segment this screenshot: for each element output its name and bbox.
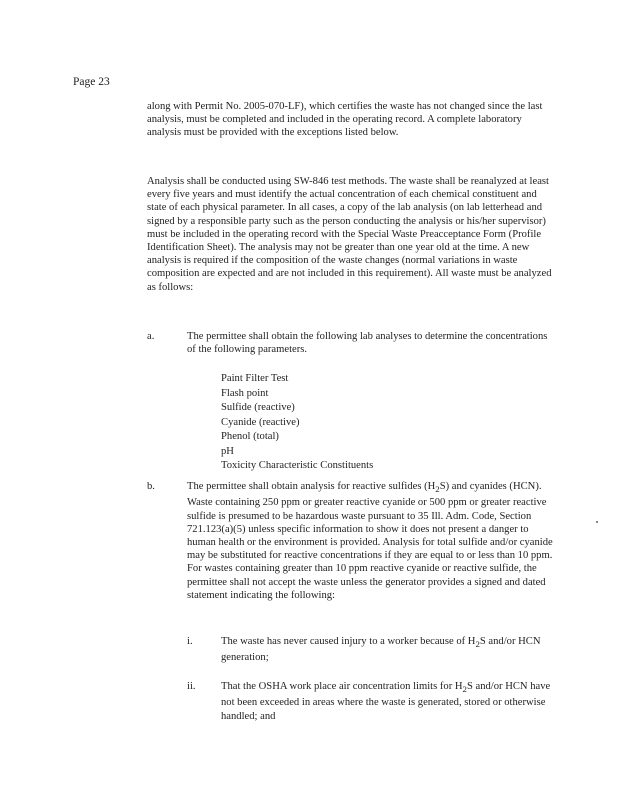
parameter-item: Cyanide (reactive) — [221, 416, 300, 428]
paragraph-continuation: along with Permit No. 2005-070-LF), which certifies the waste has not changed since the last analysis, must be completed and included in the operating record. A complete laboratory analysis must be provided with the exceptions listed below. — [147, 101, 543, 139]
item-b-text: The permittee shall obtain analysis for reactive sulfides $(H_2S)$ and cyanides (HCN). Waste containing 250 ppm or greater reactive cyanide or 500 ppm or greater reactive sulfide is presumed to be hazardous waste pursuant to 35 Ill. Adm. Code, Section 721.123(a)(5) unless specific information to show it does not present a danger to human health or the environment is provided. Analysis for total sulfide and/or cyanide may be substituted for reactive concentrations if they are equal to or less than 10 ppm. For wastes containing greater than 10 ppm reactive cyanide or reactive sulfide, the permittee shall not accept the waste unless the generator provides a signed and dated statement indicating the following: — [187, 481, 553, 601]
item-a-letter: a. — [147, 331, 155, 342]
parameter-item: Sulfide (reactive) — [221, 402, 295, 413]
item-b-letter: b. — [147, 481, 155, 492]
paragraph-analysis-requirements: Analysis shall be conducted using SW-846 test methods. The waste shall be reanalyzed at least every five years and must identify the actual concentration of each chemical constituent and state of each physical parameter. In all cases, a copy of the lab analysis (on lab letterhead and signed by a responsible party such as the person conducting the analysis or his/her supervisor) must be included in the operating record with the Special Waste Preacceptance Form (Profile Identification Sheet). The analysis may not be greater than one year old at the time. A new analysis is required if the composition of the waste changes (normal variations in waste composition are expected and are not included in this requirement). All waste must be analyzed as follows: — [147, 176, 552, 293]
parameter-item: pH — [221, 445, 234, 457]
sub-item-ii-numeral: ii. — [187, 681, 196, 692]
sub-item-i-numeral: i. — [187, 636, 193, 647]
scan-speck — [596, 521, 598, 523]
parameter-item: Toxicity Characteristic Constituents — [221, 460, 374, 471]
item-a-text: The permittee shall obtain the following lab analyses to determine the concentrations of the following parameters. — [187, 331, 548, 356]
sub-item-ii-text: That the OSHA work place air concentration limits for $H_2S$ and/or HCN have not been exceeded in areas where the waste is generated, stored or otherwise handled; and — [221, 681, 551, 722]
page-number: Page 23 — [73, 76, 110, 88]
parameter-item: Flash point — [221, 387, 269, 399]
parameter-list — [221, 372, 373, 474]
sub-item-i-text: The waste has never caused injury to a worker because of $H_2S$ and/or HCN generation; — [221, 636, 541, 664]
parameter-item: Paint Filter Test — [221, 373, 289, 384]
parameter-item: Phenol (total) — [221, 431, 279, 442]
